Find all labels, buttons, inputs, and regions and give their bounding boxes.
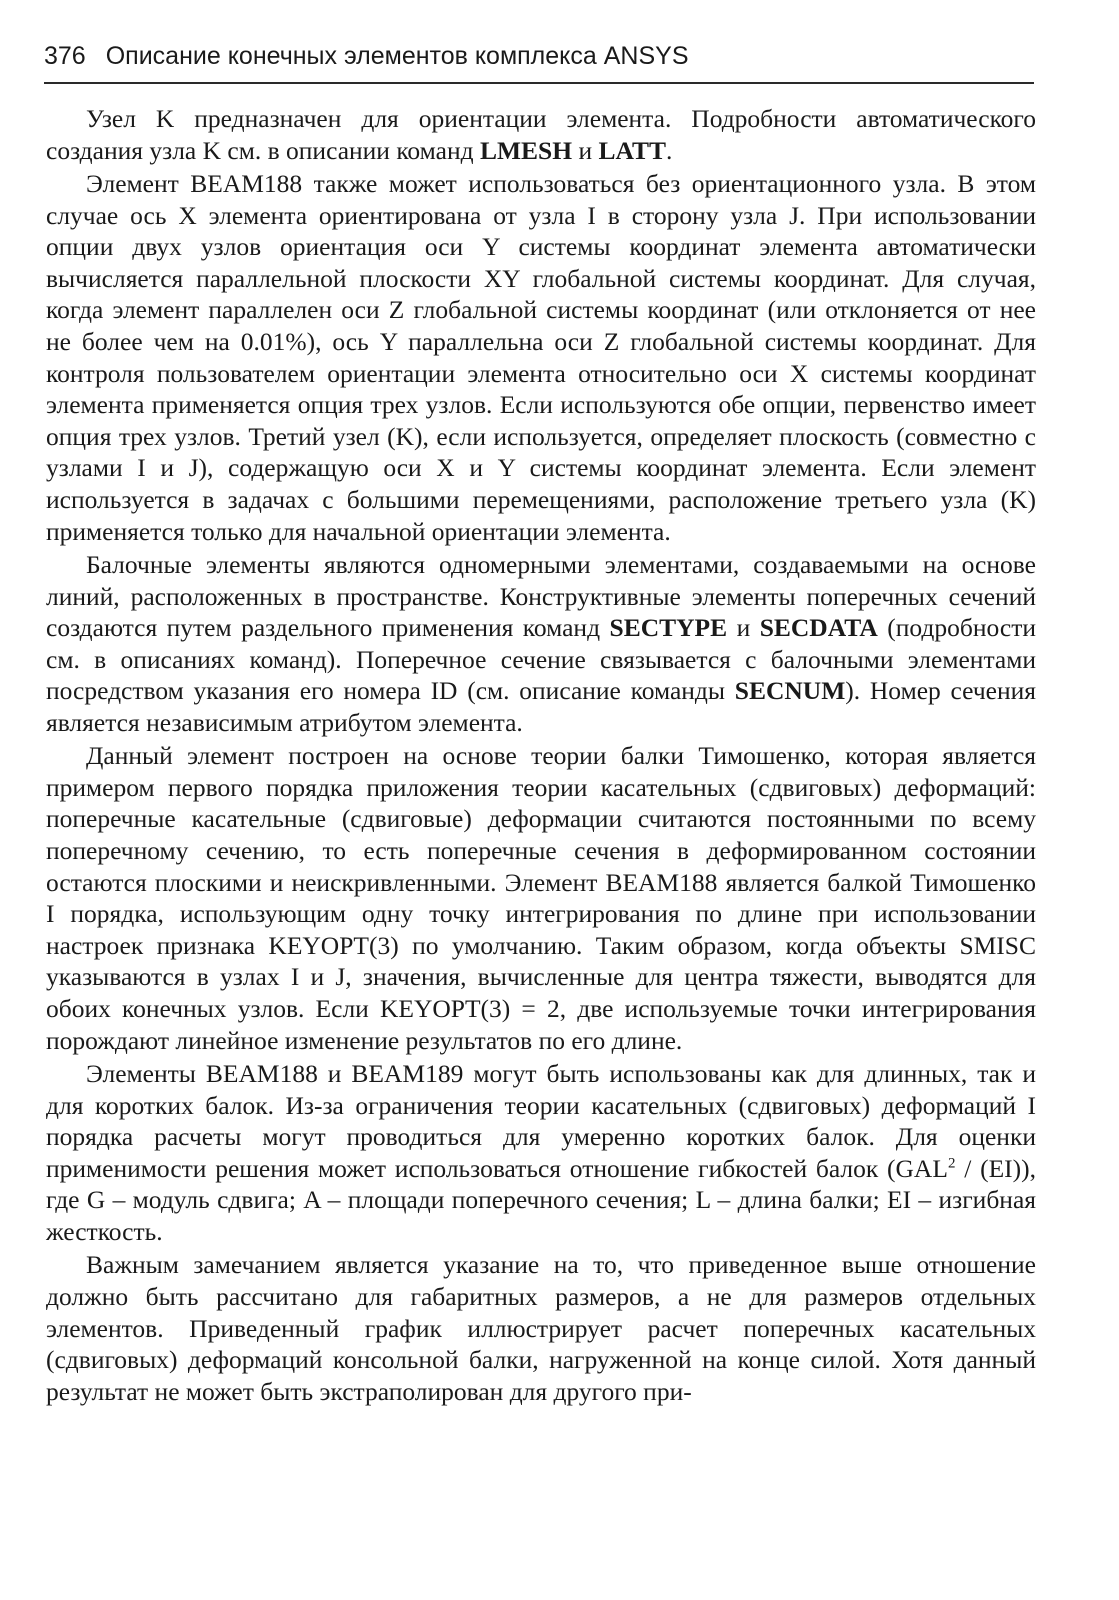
body-text (46, 103, 1036, 1409)
paragraph-1-conj: и (572, 135, 599, 165)
paragraph-3-text: Балочные элементы являются одномерными элементами, создаваемыми на основе линий, расположенных в пространстве. Конструктивные элементы поперечных сечений создаются путем раздельного применения команд (46, 549, 1036, 643)
command-secnum: SECNUM (734, 676, 846, 706)
paragraph-1 (46, 103, 1036, 166)
command-latt: LATT (598, 135, 667, 165)
paragraph-1-end: . (666, 135, 673, 165)
command-sectype: SECTYPE (609, 613, 728, 643)
paragraph-3-conj: и (727, 613, 760, 643)
paragraph-4: Данный элемент построен на основе теории балки Тимошенко, которая является примером первого порядка приложения теории касательных (сдвиговых) деформаций: поперечные касательные (сдвиговые) деформации считаются постоянными по всему поперечному сечению, то есть поперечные сечения в деформированном состоянии остаются плоскими и неискривленными. Элемент BEAM188 является балкой Тимошенко I порядка, использующим одну точку интегрирования по длине при использовании настроек признака KEYOPT(3) по умолчанию. Таким образом, когда объекты SMISC указываются в узлах I и J, значения, вычисленные для центра тяжести, выводятся для обоих конечных узлов. Если KEYOPT(3) = 2, две используемые точки интегрирования порождают линейное изменение результатов по его длине. (46, 741, 1036, 1055)
paragraph-2: Элемент BEAM188 также может использоваться без ориентационного узла. В этом случае ось X элемента ориентирована от узла I в сторону узла J. При использовании опции двух узлов ориентация оси Y системы координат элемента автоматически вычисляется параллельной плоскости XY глобальной системы координат. Для случая, когда элемент параллелен оси Z глобальной системы координат (или отклоняется от нее не более чем на 0.01%), ось Y параллельна оси Z глобальной системы координат. Для контроля пользователем ориентации элемента относительно оси X системы координат элемента применяется опция трех узлов. Если используются обе опции, первенство имеет опция трех узлов. Третий узел (K), если используется, определяет плоскость (совместно с узлами I и J), содержащую оси X и Y системы координат элемента. Если элемент используется в задачах с большими перемещениями, расположение третьего узла (K) применяется только для начальной ориентации элемента. (46, 168, 1036, 546)
chapter-title: Описание конечных элементов комплекса ANSYS (105, 42, 689, 70)
paragraph-3-middle: (подробности см. в описаниях команд). Поперечное сечение связывается с балочными элементами посредством указания его номера ID (см. описание команды (46, 613, 1036, 706)
paragraph-5 (46, 1058, 1036, 1248)
paragraph-3-end: ). Номер сечения является независимым атрибутом элемента. (46, 676, 1036, 737)
paragraph-3 (46, 549, 1036, 739)
running-head (44, 40, 1044, 72)
paragraph-6: Важным замечанием является указание на то, что приведенное выше отношение должно быть рассчитано для габаритных размеров, а не для размеров отдельных элементов. Приведенный график иллюстрирует расчет поперечных касательных (сдвиговых) деформаций консольной балки, нагруженной на конце силой. Хотя данный результат не может быть экстраполирован для другого при- (46, 1250, 1036, 1406)
command-secdata: SECDATA (759, 613, 878, 643)
page-number: 376 (44, 42, 86, 70)
superscript-2: 2 (947, 1155, 956, 1172)
paragraph-5-text: Элементы BEAM188 и BEAM189 могут быть использованы как для длинных, так и для коротких балок. Из-за ограничения теории касательных (сдвиговых) деформаций I порядка расчеты могут проводиться для умеренно коротких балок. Для оценки применимости решения может использоваться отношение гибкостей балок (GAL (46, 1059, 1036, 1183)
command-lmesh: LMESH (479, 135, 573, 165)
header-rule (44, 82, 1034, 84)
paragraph-1-text: Узел K предназначен для ориентации элемента. Подробности автоматического создания узла K см. в описании команд (46, 104, 1036, 165)
paragraph-5-end: / (EI)), где G – модуль сдвига; A – площади поперечного сечения; L – длина балки; EI – изгибная жесткость. (46, 1153, 1036, 1246)
